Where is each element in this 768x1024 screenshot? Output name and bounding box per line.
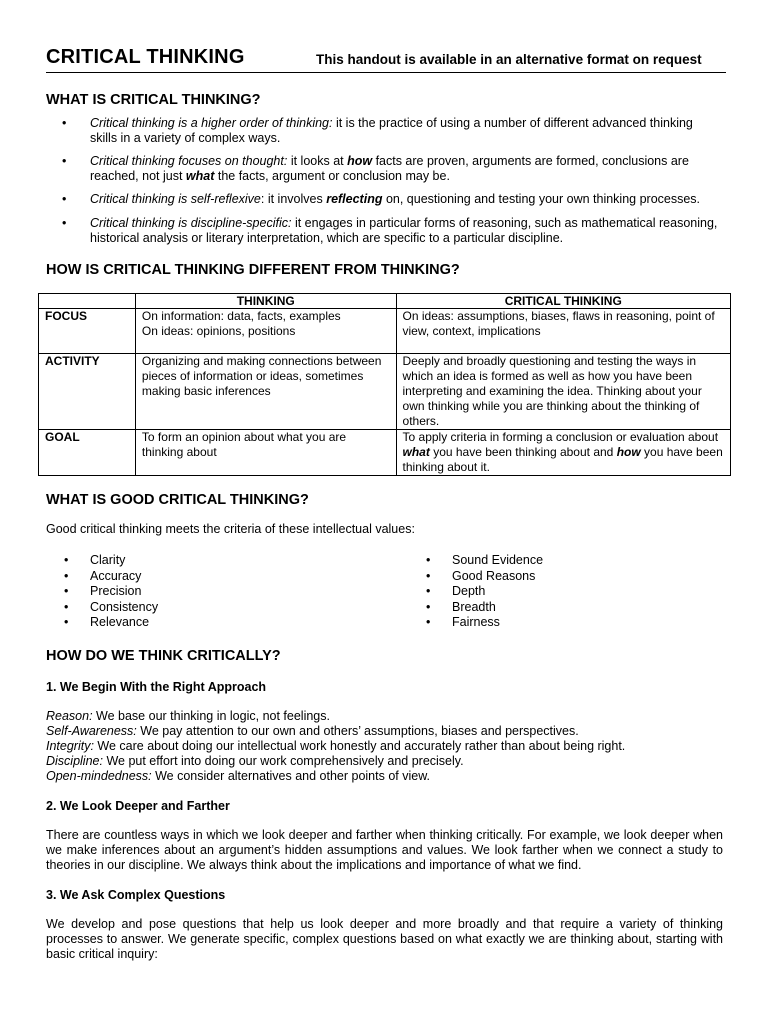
approach-item: Open-mindedness: We consider alternatives and other points of view. bbox=[46, 769, 431, 783]
list-item: • Critical thinking is a higher order of thinking: it is the practice of using a number of different advanced thinking skills in a variety of complex ways. bbox=[62, 116, 693, 145]
section-heading-good-critical-thinking: WHAT IS GOOD CRITICAL THINKING? bbox=[46, 492, 309, 508]
table-header-row bbox=[39, 294, 731, 309]
table-cell: On ideas: assumptions, biases, flaws in reasoning, point of view, context, implications bbox=[396, 309, 730, 354]
intellectual-values-intro: Good critical thinking meets the criteria of these intellectual values: bbox=[46, 522, 415, 536]
list-item: • Critical thinking focuses on thought: it looks at how facts are proven, arguments are formed, conclusions are reached, not just what the facts, argument or conclusion may be. bbox=[62, 154, 689, 183]
bullet-icon: • bbox=[64, 584, 69, 599]
values-list-right bbox=[426, 553, 543, 631]
column-header-thinking: THINKING bbox=[135, 294, 396, 309]
list-item: • Accuracy bbox=[64, 568, 142, 583]
table-row bbox=[39, 430, 731, 476]
section-heading-what-is: WHAT IS CRITICAL THINKING? bbox=[46, 92, 261, 108]
approach-item: Integrity: We care about doing our intellectual work honestly and accurately rather than about being right. bbox=[46, 739, 626, 753]
approach-list bbox=[46, 709, 625, 784]
approach-item: Discipline: We put effort into doing our work comprehensively and precisely. bbox=[46, 754, 464, 768]
definition-list bbox=[62, 116, 722, 254]
table-cell: Deeply and broadly questioning and testing the ways in which an idea is formed as well as how you have been interpreting and examining the idea. Thinking about your own thinking while you are thinking about the thinking of others. bbox=[396, 354, 730, 430]
bullet-icon: • bbox=[62, 116, 67, 130]
complex-questions-paragraph: We develop and pose questions that help us look deeper and more broadly and that require a variety of thinking processes to answer. We generate specific, complex questions based on what exactly we are thinking about, starting with basic critical inquiry: bbox=[46, 917, 723, 961]
bullet-icon: • bbox=[64, 568, 69, 583]
table-cell: On information: data, facts, examples On ideas: opinions, positions bbox=[135, 309, 396, 354]
list-item: • Consistency bbox=[64, 599, 159, 614]
table-row bbox=[39, 309, 731, 354]
alternative-format-notice: This handout is available in an alternative format on request bbox=[316, 52, 702, 67]
list-item: • Breadth bbox=[426, 599, 496, 614]
row-label: FOCUS bbox=[39, 309, 136, 354]
table-cell: To form an opinion about what you are thinking about bbox=[135, 430, 396, 476]
bullet-icon: • bbox=[426, 584, 431, 599]
bullet-icon: • bbox=[62, 192, 67, 206]
document-header bbox=[46, 46, 726, 73]
approach-item: Reason: We base our thinking in logic, not feelings. bbox=[46, 709, 330, 723]
table-cell: To apply criteria in forming a conclusion or evaluation about what you have been thinking about and how you have been thinking about it. bbox=[396, 430, 730, 476]
bullet-icon: • bbox=[62, 154, 67, 168]
table-cell: Organizing and making connections between pieces of information or ideas, sometimes making basic inferences bbox=[135, 354, 396, 430]
list-item: • Sound Evidence bbox=[426, 553, 544, 567]
bullet-icon: • bbox=[426, 615, 431, 630]
bullet-icon: • bbox=[426, 553, 431, 567]
column-header bbox=[39, 294, 136, 309]
bullet-icon: • bbox=[64, 599, 69, 614]
bullet-icon: • bbox=[64, 553, 69, 567]
look-deeper-paragraph: There are countless ways in which we look deeper and farther when thinking critically. For example, we look deeper when we make inferences about an argument’s hidden assumptions and values. We look farther when we connect a study to theories in our discipline. We always think about the implications and importance of what we find. bbox=[46, 828, 723, 872]
list-item: • Critical thinking is discipline-specific: it engages in particular forms of reasoning, such as mathematical reasoning, historical analysis or literary interpretation, which are specific to a particular discipline. bbox=[62, 216, 718, 245]
row-label: ACTIVITY bbox=[39, 354, 136, 430]
bullet-icon: • bbox=[62, 216, 67, 230]
section-heading-how-different: HOW IS CRITICAL THINKING DIFFERENT FROM THINKING? bbox=[46, 262, 460, 278]
subheading-complex-questions: 3. We Ask Complex Questions bbox=[46, 888, 226, 902]
list-item: • Fairness bbox=[426, 615, 500, 630]
comparison-table bbox=[38, 293, 731, 476]
bullet-icon: • bbox=[426, 599, 431, 614]
document-title: CRITICAL THINKING bbox=[46, 46, 245, 68]
list-item: • Relevance bbox=[64, 615, 150, 630]
list-item: • Good Reasons bbox=[426, 568, 536, 583]
section-heading-how-do-we: HOW DO WE THINK CRITICALLY? bbox=[46, 648, 281, 664]
approach-item: Self-Awareness: We pay attention to our own and others’ assumptions, biases and perspectives. bbox=[46, 724, 579, 738]
column-header-critical-thinking: CRITICAL THINKING bbox=[396, 294, 730, 309]
subheading-right-approach: 1. We Begin With the Right Approach bbox=[46, 680, 267, 694]
table-row bbox=[39, 354, 731, 430]
row-label: GOAL bbox=[39, 430, 136, 476]
bullet-icon: • bbox=[64, 615, 69, 630]
list-item: • Clarity bbox=[64, 553, 126, 567]
list-item: • Critical thinking is self-reflexive: it involves reflecting on, questioning and testing your own thinking processes. bbox=[62, 192, 701, 206]
bullet-icon: • bbox=[426, 568, 431, 583]
list-item: • Precision bbox=[64, 584, 142, 599]
list-item: • Depth bbox=[426, 584, 486, 599]
values-list-left bbox=[64, 553, 158, 631]
subheading-look-deeper: 2. We Look Deeper and Farther bbox=[46, 799, 230, 813]
